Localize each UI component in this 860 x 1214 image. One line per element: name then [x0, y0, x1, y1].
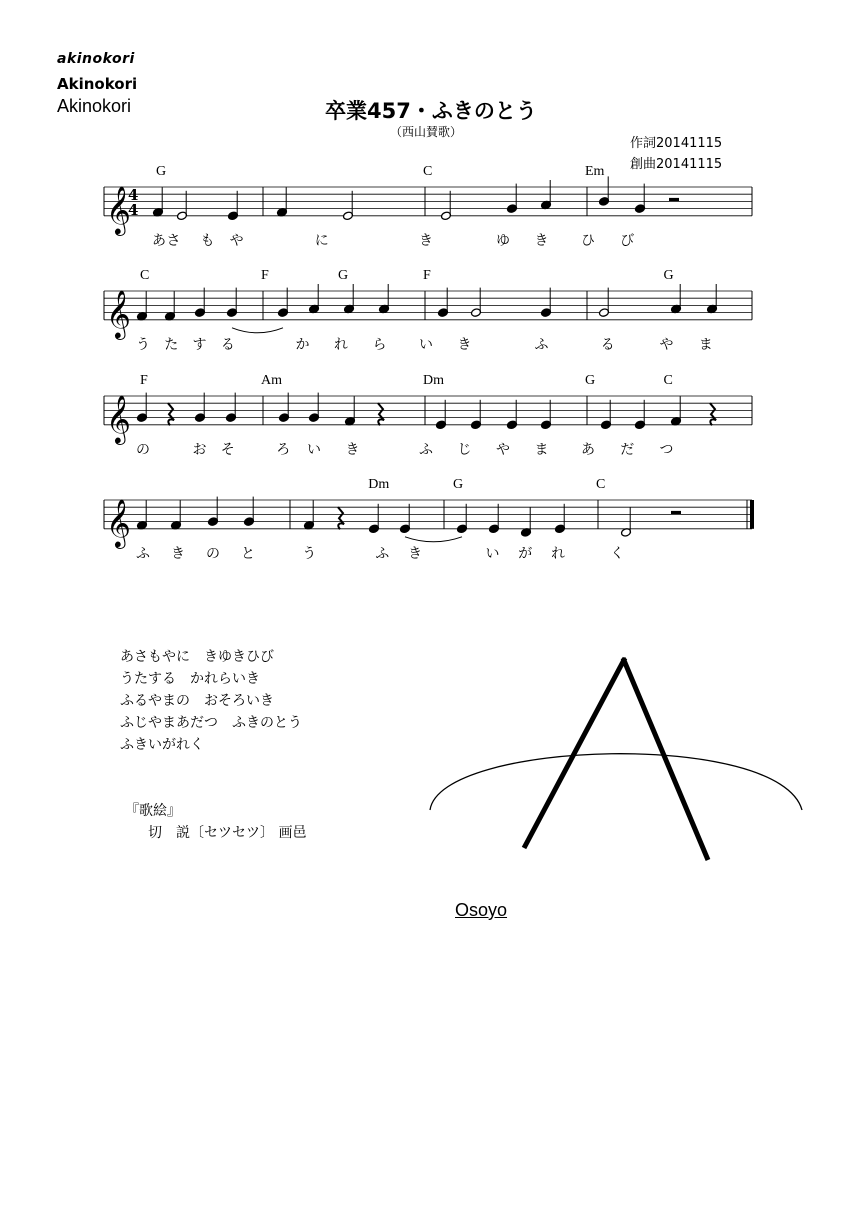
- chord-label: C: [663, 373, 673, 388]
- lyric-syllable: き: [457, 336, 472, 353]
- lyric-syllable: す: [192, 336, 207, 353]
- quarter-rest: [338, 507, 344, 529]
- lyric-syllable: ま: [698, 336, 713, 353]
- lyrics-line-2: うたする かれらいき: [120, 671, 260, 687]
- chord-label: F: [423, 268, 431, 283]
- tie: [405, 537, 462, 542]
- lyric-syllable: う: [136, 336, 150, 353]
- chord-label: G: [585, 373, 596, 388]
- lyric-syllable: の: [206, 545, 220, 562]
- chord-label: Dm: [368, 477, 390, 492]
- chord-label: Em: [585, 164, 605, 179]
- chord-label: G: [452, 477, 464, 492]
- lyric-syllable: あ: [581, 441, 595, 458]
- treble-clef-icon: 𝄞: [106, 288, 131, 338]
- logo-text-bold: Akinokori: [57, 75, 138, 93]
- lyric-syllable: に: [314, 232, 329, 249]
- tie: [232, 328, 283, 333]
- music-score: [0, 0, 860, 600]
- lyric-syllable: き: [171, 545, 185, 562]
- lyric-syllable: さ: [166, 232, 181, 249]
- treble-clef-icon: 𝄞: [106, 393, 131, 443]
- artwork-caption: Osoyo: [455, 900, 508, 920]
- quarter-rest: [168, 403, 174, 425]
- quarter-rest: [710, 403, 716, 425]
- lyric-syllable: か: [295, 336, 310, 353]
- lyric-syllable: が: [518, 545, 533, 562]
- lyrics-credit: 作詞20141115: [630, 136, 723, 151]
- lyric-syllable: き: [408, 545, 423, 562]
- lyric-syllable: あ: [152, 232, 166, 249]
- lyric-syllable: や: [496, 441, 510, 458]
- artwork-title: 『歌絵』: [125, 803, 181, 819]
- lyric-syllable: ろ: [276, 441, 291, 458]
- lyric-syllable: れ: [551, 545, 566, 562]
- song-subtitle: （西山賛歌）: [390, 125, 463, 139]
- lyrics-line-3: ふるやまの おそろいき: [120, 693, 274, 709]
- chord-label: Am: [261, 373, 282, 388]
- lyric-syllable: ゆ: [496, 232, 510, 249]
- lyric-syllable: う: [302, 545, 317, 562]
- lyric-syllable: い: [419, 336, 433, 353]
- lyric-syllable: ふ: [375, 545, 390, 562]
- artwork-arc: [430, 754, 802, 810]
- lyric-syllable: そ: [220, 441, 235, 458]
- lyrics-line-1: あさもやに きゆきひび: [120, 649, 274, 665]
- lyric-syllable: つ: [659, 441, 674, 458]
- lyric-syllable: た: [164, 336, 179, 353]
- lyric-syllable: ふ: [419, 441, 433, 458]
- chord-label: Dm: [423, 373, 444, 388]
- artwork-drawing: [420, 650, 820, 870]
- staff-system-1: [104, 164, 752, 249]
- chord-label: G: [338, 268, 349, 283]
- lyric-syllable: の: [136, 441, 150, 458]
- lyrics-line-5: ふきいがれく: [120, 737, 204, 753]
- lyric-syllable: や: [659, 336, 674, 353]
- lyric-syllable: と: [241, 545, 255, 562]
- whole-rest: [669, 198, 679, 202]
- artwork-credit: 切 説〔セツセツ〕 画邑: [148, 825, 307, 841]
- chord-label: F: [140, 373, 148, 388]
- chord-label: C: [423, 164, 433, 179]
- chord-label: C: [596, 477, 606, 492]
- time-signature-top: 4: [128, 186, 139, 204]
- music-credit: 創曲20141115: [630, 157, 723, 172]
- quarter-rest: [378, 403, 384, 425]
- lyric-syllable: じ: [457, 441, 472, 458]
- song-title: 卒業457・ふきのとう: [325, 99, 537, 123]
- treble-clef-icon: 𝄞: [106, 184, 131, 234]
- lyric-syllable: き: [534, 232, 549, 249]
- lyric-syllable: れ: [334, 336, 348, 353]
- lyric-syllable: ふ: [534, 336, 549, 353]
- lyric-syllable: び: [620, 232, 635, 249]
- lyric-syllable: ら: [372, 336, 387, 353]
- chord-label: C: [140, 268, 150, 283]
- lyrics-line-4: ふじやまあだつ ふきのとう: [120, 715, 302, 731]
- whole-rest: [671, 511, 681, 515]
- chord-label: G: [156, 164, 167, 179]
- lyric-syllable: も: [200, 232, 215, 249]
- treble-clef-icon: 𝄞: [106, 497, 131, 547]
- lyric-syllable: き: [345, 441, 360, 458]
- lyric-syllable: や: [229, 232, 244, 249]
- lyric-syllable: る: [600, 336, 615, 353]
- lyric-syllable: く: [610, 545, 625, 562]
- lyric-syllable: だ: [620, 441, 635, 458]
- lyric-syllable: お: [192, 441, 207, 458]
- lyric-syllable: き: [419, 232, 433, 249]
- chord-label: G: [663, 268, 674, 283]
- lyric-syllable: ひ: [581, 232, 595, 249]
- staff-system-2: [104, 268, 752, 353]
- final-bar-line: [750, 500, 754, 529]
- lyric-syllable: い: [485, 545, 500, 562]
- logo-text-regular: Akinokori: [57, 96, 132, 116]
- chord-label: F: [261, 268, 269, 283]
- lyric-syllable: る: [220, 336, 235, 353]
- lyric-syllable: い: [307, 441, 322, 458]
- logo-text-small: akinokori: [57, 51, 135, 67]
- artwork-stroke-left: [524, 658, 625, 848]
- lyric-syllable: ふ: [136, 545, 150, 562]
- staff-system-3: [104, 373, 752, 458]
- lyric-syllable: ま: [534, 441, 549, 458]
- staff-system-4: [104, 477, 754, 562]
- time-signature-bottom: 4: [128, 201, 139, 219]
